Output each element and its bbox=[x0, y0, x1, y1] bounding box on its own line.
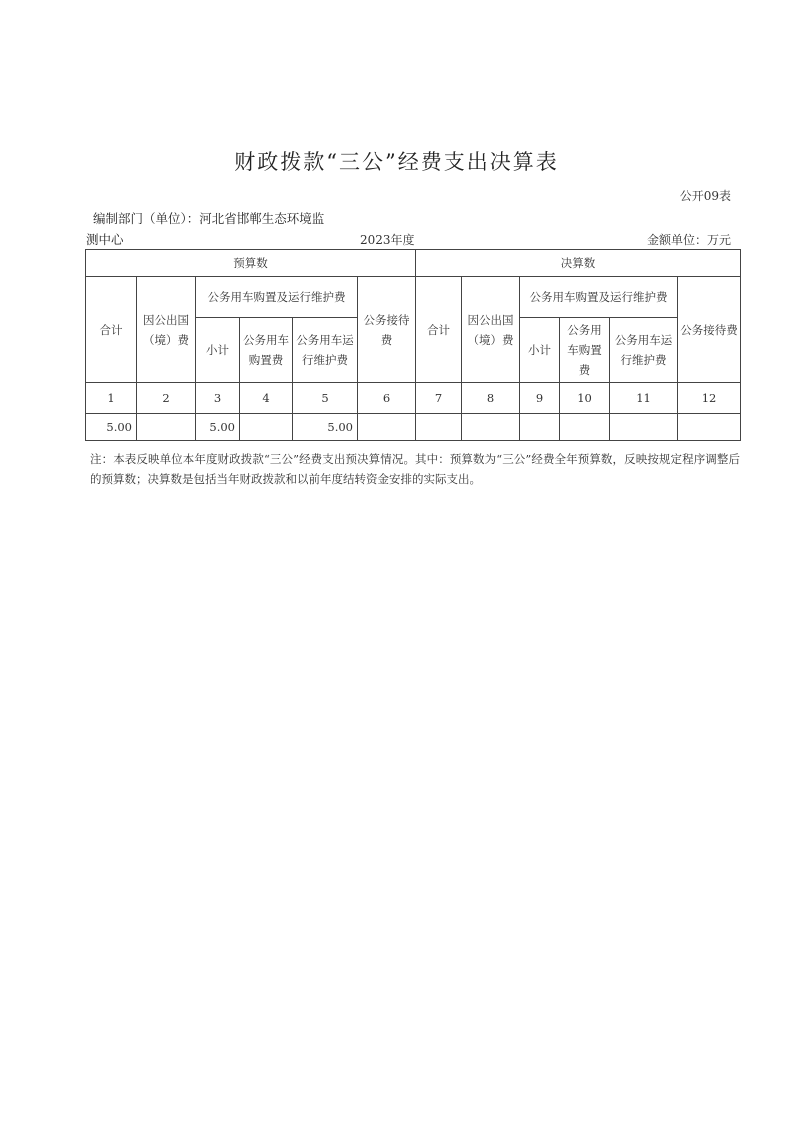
final-group-header: 决算数 bbox=[416, 250, 741, 277]
final-car-operation-header: 公务用车运行维护费 bbox=[610, 318, 678, 383]
budget-car-purchase-header: 公务用车购置费 bbox=[240, 318, 293, 383]
department-label-continued: 测中心 bbox=[86, 232, 124, 247]
budget-total-header: 合计 bbox=[86, 277, 137, 383]
final-reception-value bbox=[678, 414, 741, 441]
index-row bbox=[86, 383, 741, 414]
footnote: 注：本表反映单位本年度财政拨款“三公”经费支出预决算情况。其中：预算数为“三公”经费全年预算数，反映按规定程序调整后的预算数；决算数是包括当年财政拨款和以前年度结转资金安排的实际支出。 bbox=[90, 452, 740, 486]
page-title: 财政拨款“三公”经费支出决算表 bbox=[234, 150, 559, 174]
budget-car-operation-value: 5.00 bbox=[293, 414, 358, 441]
amount-unit: 金额单位：万元 bbox=[646, 233, 731, 247]
form-number: 公开09表 bbox=[679, 189, 731, 203]
index-cell: 5 bbox=[293, 383, 358, 414]
index-cell: 12 bbox=[678, 383, 741, 414]
final-total-value bbox=[416, 414, 462, 441]
index-cell: 2 bbox=[137, 383, 196, 414]
fiscal-year: 2023年度 bbox=[360, 233, 415, 247]
final-car-operation-value bbox=[610, 414, 678, 441]
data-row bbox=[86, 414, 741, 441]
three-public-expenses-table bbox=[85, 249, 741, 441]
final-total-header: 合计 bbox=[416, 277, 462, 383]
index-cell: 11 bbox=[610, 383, 678, 414]
budget-group-header: 预算数 bbox=[86, 250, 416, 277]
department-label: 编制部门（单位）：河北省邯郸生态环境监 bbox=[93, 211, 325, 226]
index-cell: 7 bbox=[416, 383, 462, 414]
index-cell: 9 bbox=[520, 383, 560, 414]
index-cell: 10 bbox=[560, 383, 610, 414]
final-abroad-value bbox=[462, 414, 520, 441]
index-cell: 8 bbox=[462, 383, 520, 414]
final-reception-header: 公务接待费 bbox=[678, 277, 741, 383]
final-abroad-header: 因公出国（境）费 bbox=[462, 277, 520, 383]
final-car-purchase-value bbox=[560, 414, 610, 441]
final-car-group-header: 公务用车购置及运行维护费 bbox=[520, 277, 678, 318]
header-row-groups bbox=[86, 250, 741, 277]
index-cell: 6 bbox=[358, 383, 416, 414]
index-cell: 1 bbox=[86, 383, 137, 414]
final-car-subtotal-value bbox=[520, 414, 560, 441]
index-cell: 3 bbox=[196, 383, 240, 414]
budget-total-value: 5.00 bbox=[86, 414, 137, 441]
header-row-categories bbox=[86, 277, 741, 318]
budget-car-operation-header: 公务用车运行维护费 bbox=[293, 318, 358, 383]
budget-abroad-value bbox=[137, 414, 196, 441]
budget-abroad-header: 因公出国（境）费 bbox=[137, 277, 196, 383]
budget-car-group-header: 公务用车购置及运行维护费 bbox=[196, 277, 358, 318]
budget-car-purchase-value bbox=[240, 414, 293, 441]
final-car-purchase-header: 公务用车购置费 bbox=[560, 318, 610, 383]
index-cell: 4 bbox=[240, 383, 293, 414]
budget-reception-header: 公务接待费 bbox=[358, 277, 416, 383]
budget-subtotal-header: 小计 bbox=[196, 318, 240, 383]
budget-car-subtotal-value: 5.00 bbox=[196, 414, 240, 441]
budget-reception-value bbox=[358, 414, 416, 441]
final-subtotal-header: 小计 bbox=[520, 318, 560, 383]
